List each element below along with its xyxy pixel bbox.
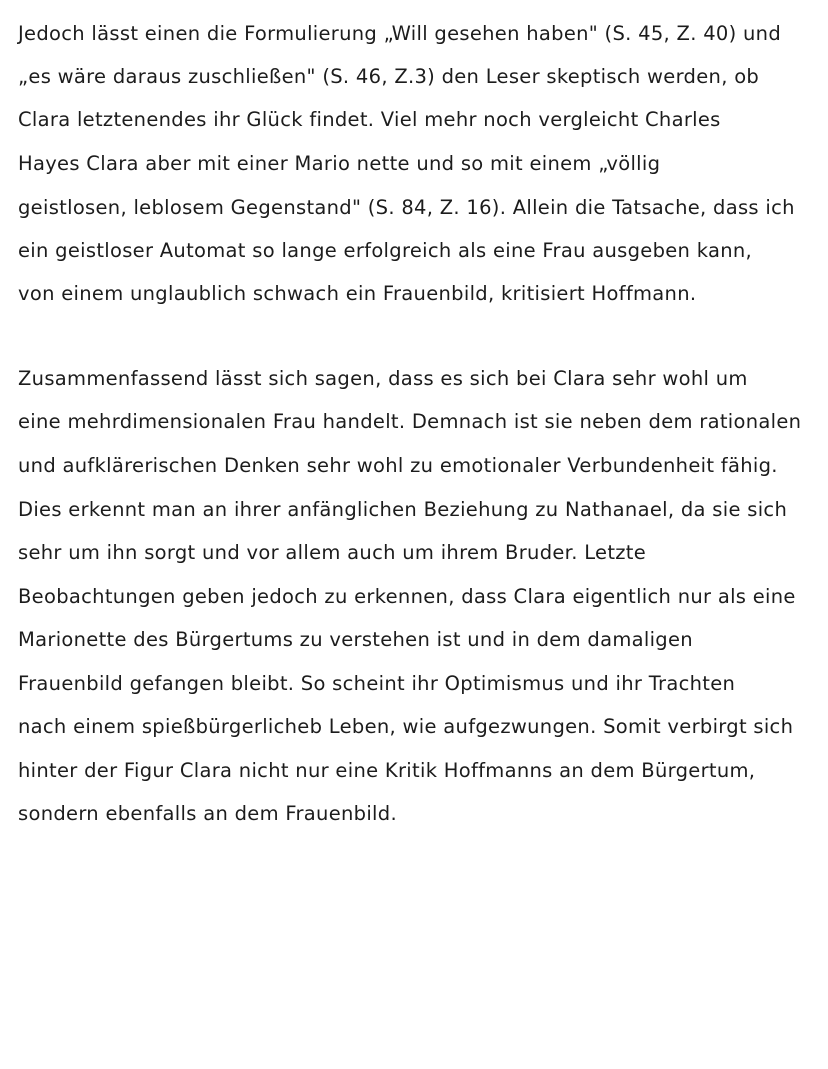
text-line: und aufklärerischen Denken sehr wohl zu emotionaler Verbundenheit fähig. (18, 454, 778, 477)
text-line: Zusammenfassend lässt sich sagen, dass es sich bei Clara sehr wohl um (18, 367, 748, 390)
text-line: Beobachtungen geben jedoch zu erkennen, dass Clara eigentlich nur als eine (18, 585, 796, 608)
text-line: hinter der Figur Clara nicht nur eine Kritik Hoffmanns an dem Bürgertum, (18, 759, 756, 782)
text-line: Frauenbild gefangen bleibt. So scheint ihr Optimismus und ihr Trachten (18, 672, 736, 695)
text-line: „es wäre daraus zuschließen" (S. 46, Z.3) den Leser skeptisch werden, ob (18, 65, 760, 88)
text-line: eine mehrdimensionalen Frau handelt. Demnach ist sie neben dem rationalen (18, 410, 802, 433)
text-line: Marionette des Bürgertums zu verstehen ist und in dem damaligen (18, 628, 693, 651)
text-line: von einem unglaublich schwach ein Frauenbild, kritisiert Hoffmann. (18, 282, 697, 305)
text-line: nach einem spießbürgerlicheb Leben, wie aufgezwungen. Somit verbirgt sich (18, 715, 794, 738)
text-line: Jedoch lässt einen die Formulierung „Will gesehen haben" (S. 45, Z. 40) und (18, 22, 782, 45)
text-line: sondern ebenfalls an dem Frauenbild. (18, 802, 397, 825)
text-line: ein geistloser Automat so lange erfolgreich als eine Frau ausgeben kann, (18, 239, 753, 262)
text-line: Dies erkennt man an ihrer anfänglichen Beziehung zu Nathanael, da sie sich (18, 498, 788, 521)
text-line: geistlosen, leblosem Gegenstand" (S. 84, Z. 16). Allein die Tatsache, dass ich (18, 196, 795, 219)
text-line: Hayes Clara aber mit einer Mario nette und so mit einem „völlig (18, 152, 661, 175)
text-line: Clara letztenendes ihr Glück findet. Viel mehr noch vergleicht Charles (18, 108, 721, 131)
text-line: sehr um ihn sorgt und vor allem auch um ihrem Bruder. Letzte (18, 541, 647, 564)
